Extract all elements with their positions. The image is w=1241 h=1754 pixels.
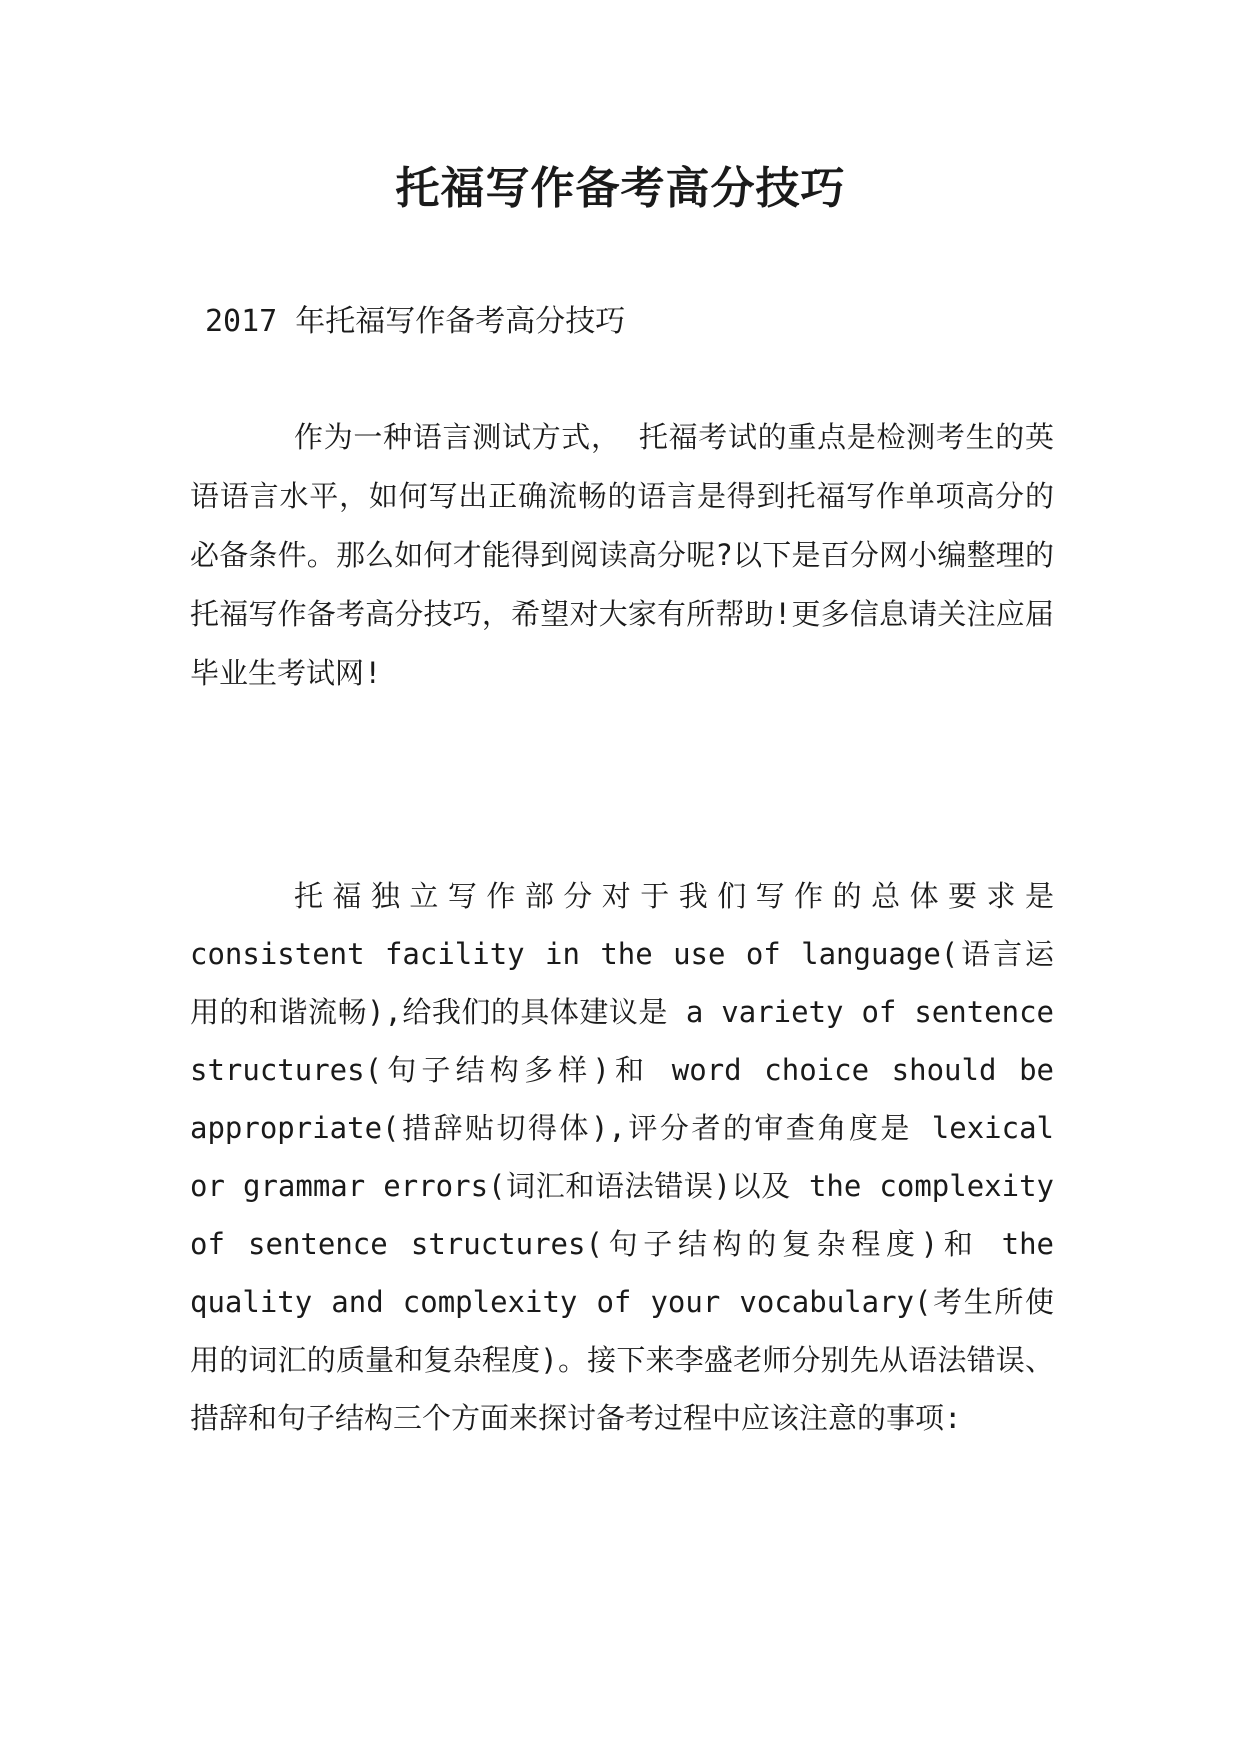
intro-paragraph: 作为一种语言测试方式， 托福考试的重点是检测考生的英语语言水平，如何写出正确流畅的语言是得到托福写作单项高分的必备条件。那么如何才能得到阅读高分呢?以下是百分网小编整理的托福写作备考高分技巧，希望对大家有所帮助!更多信息请关注应届毕业生考试网! [190, 420, 1054, 690]
document-title: 托福写作备考高分技巧 [395, 163, 846, 214]
document-subtitle: 2017 年托福写作备考高分技巧 [205, 304, 626, 339]
body-paragraph: 托福独立写作部分对于我们写作的总体要求是 consistent facility in the use of language(语言运用的和谐流畅),给我们的具体建议是 a variety of sentence structures(句子结构多样)和 word choice should be appropriate(措辞贴切得体),评分者的审查角度是 lexical or grammar errors(词汇和语法错误)以及 the complexity of sentence structures(句子结构的复杂程度)和 the quality and complexity of your vocabulary(考生所使用的词汇的质量和复杂程度)。接下来李盛老师分别先从语法错误、措辞和句子结构三个方面来探讨备考过程中应该注意的事项: [190, 879, 1054, 1435]
